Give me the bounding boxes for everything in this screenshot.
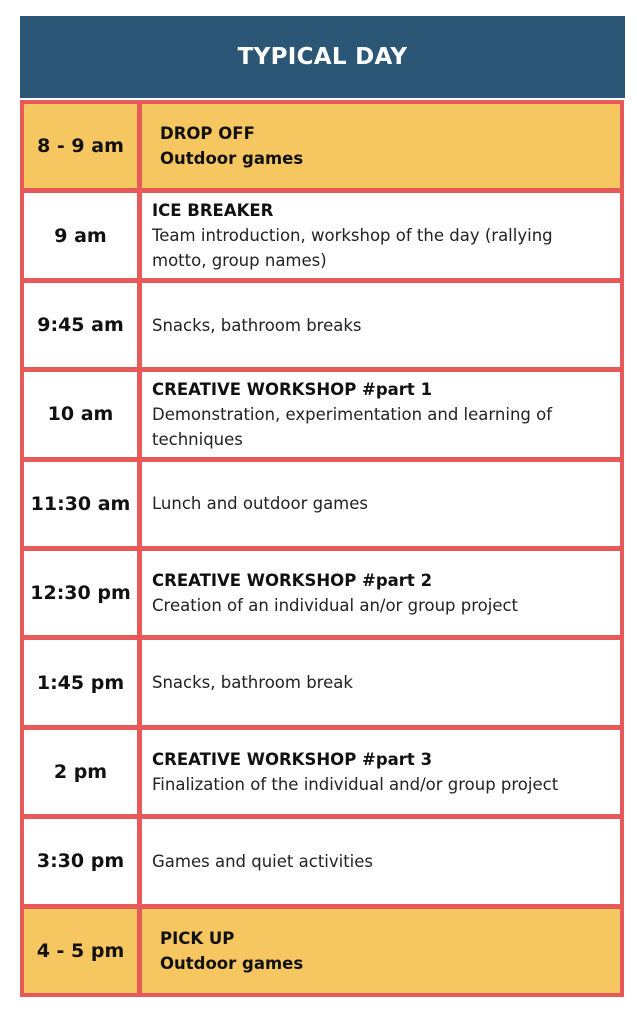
activity-cell	[142, 551, 620, 635]
time-cell: 2 pm	[24, 730, 137, 814]
activity-desc: Team introduction, workshop of the day (rallying motto, group names)	[152, 226, 553, 271]
time-cell: 1:45 pm	[24, 640, 137, 724]
activity-desc: Outdoor games	[160, 953, 304, 973]
schedule-row	[24, 819, 620, 903]
schedule-row	[24, 551, 620, 635]
activity-desc: Games and quiet activities	[152, 851, 374, 871]
schedule-table	[20, 100, 624, 997]
activity-cell	[142, 909, 620, 993]
schedule-row	[24, 640, 620, 724]
activity-cell	[142, 462, 620, 546]
page-title: TYPICAL DAY	[20, 16, 625, 98]
activity-desc: Outdoor games	[160, 149, 304, 169]
activity-title: CREATIVE WORKSHOP #part 1	[152, 379, 433, 399]
activity-title: CREATIVE WORKSHOP #part 3	[152, 750, 433, 770]
schedule-row	[24, 283, 620, 367]
time-cell: 9 am	[24, 193, 137, 277]
time-cell: 10 am	[24, 372, 137, 456]
activity-cell	[142, 819, 620, 903]
schedule-row	[24, 193, 620, 277]
time-cell: 8 - 9 am	[24, 104, 137, 188]
schedule-row	[24, 104, 620, 188]
schedule-row	[24, 730, 620, 814]
activity-cell	[142, 730, 620, 814]
activity-cell	[142, 283, 620, 367]
activity-desc: Finalization of the individual and/or group project	[152, 775, 559, 795]
activity-cell	[142, 640, 620, 724]
schedule-row	[24, 909, 620, 993]
activity-cell	[142, 193, 620, 277]
activity-cell	[142, 372, 620, 456]
time-cell: 9:45 am	[24, 283, 137, 367]
time-cell: 3:30 pm	[24, 819, 137, 903]
time-cell: 11:30 am	[24, 462, 137, 546]
activity-desc: Snacks, bathroom breaks	[152, 315, 362, 335]
activity-desc: Creation of an individual an/or group project	[152, 596, 519, 616]
activity-title: CREATIVE WORKSHOP #part 2	[152, 571, 433, 591]
time-cell: 4 - 5 pm	[24, 909, 137, 993]
activity-desc: Demonstration, experimentation and learning of techniques	[152, 404, 553, 449]
activity-desc: Snacks, bathroom break	[152, 673, 353, 693]
activity-cell	[142, 104, 620, 188]
schedule-row	[24, 372, 620, 456]
schedule-row	[24, 462, 620, 546]
activity-title: ICE BREAKER	[152, 201, 274, 221]
activity-title: DROP OFF	[160, 124, 255, 144]
activity-title: PICK UP	[160, 928, 235, 948]
activity-desc: Lunch and outdoor games	[152, 494, 368, 514]
time-cell: 12:30 pm	[24, 551, 137, 635]
